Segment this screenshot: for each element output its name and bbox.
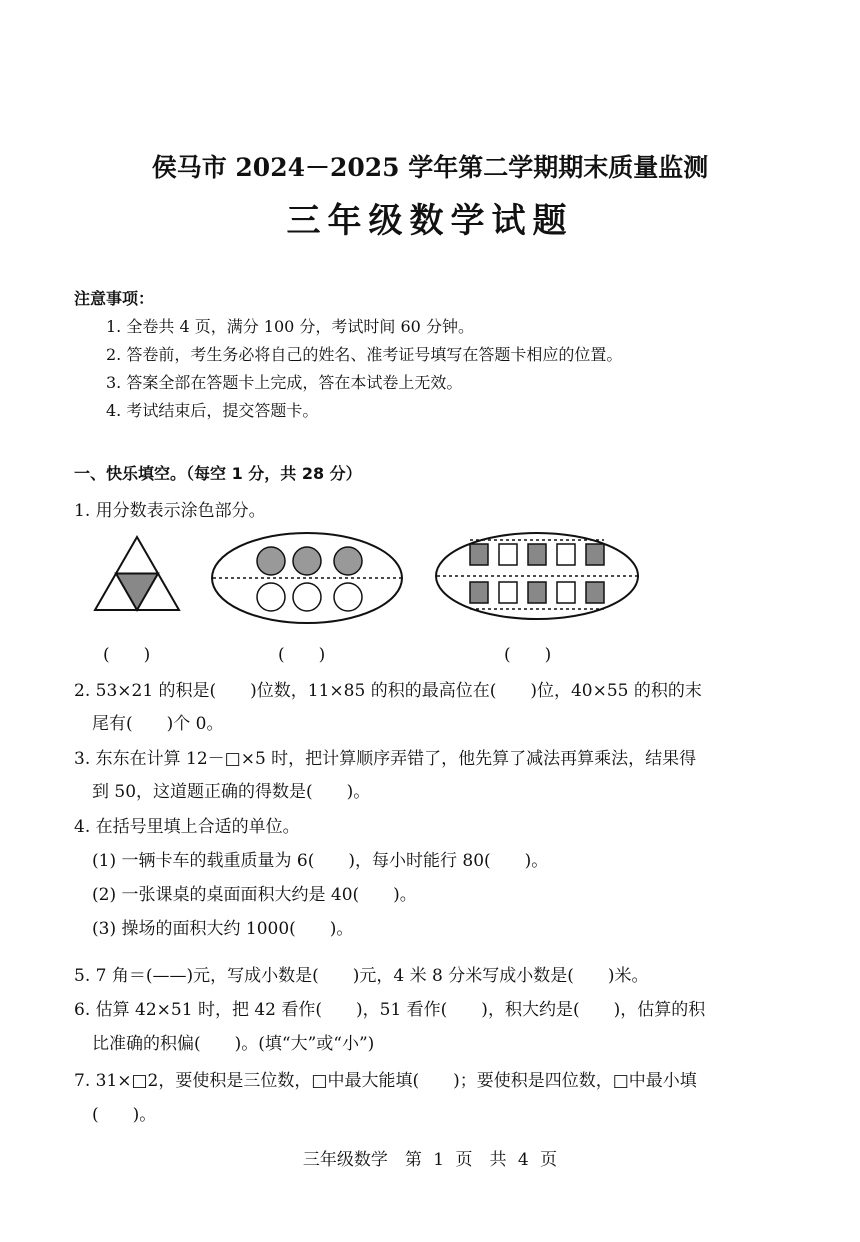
question-3-line-1: 3. 东东在计算 12－□×5 时，把计算顺序弄错了，他先算了减法再算乘法，结果得 <box>74 749 697 769</box>
ellipse-squares-figure <box>436 533 638 619</box>
empty-circle <box>334 583 362 611</box>
question-4-item-3: (3) 操场的面积大约 1000( )。 <box>92 919 354 939</box>
empty-square <box>499 544 517 565</box>
question-4: 4. 在括号里填上合适的单位。 <box>74 817 300 837</box>
empty-square <box>557 582 575 603</box>
question-7-line-2: ( )。 <box>92 1105 157 1125</box>
question-6-line-2: 比准确的积偏( )。(填“大”或“小”) <box>92 1034 375 1054</box>
shaded-circle <box>334 547 362 575</box>
empty-circle <box>293 583 321 611</box>
question-3-line-2: 到 50，这道题正确的得数是( )。 <box>92 782 371 802</box>
notice-item-4: 4. 考试结束后，提交答题卡。 <box>106 401 319 420</box>
notice-heading: 注意事项： <box>74 289 155 308</box>
exam-subtitle: 三年级数学试题 <box>286 201 574 241</box>
shaded-circle <box>257 547 285 575</box>
shaded-circle <box>293 547 321 575</box>
triangle-figure <box>95 537 179 610</box>
exam-title: 侯马市 2024－2025 学年第二学期期末质量监测 <box>151 153 709 182</box>
question-2-line-2: 尾有( )个 0。 <box>92 714 224 734</box>
ellipse-circles-figure <box>212 533 402 623</box>
shaded-square <box>470 544 488 565</box>
question-2-line-1: 2. 53×21 的积是( )位数，11×85 的积的最高位在( )位，40×55 的积的末 <box>74 681 702 701</box>
page-footer: 三年级数学 第 1 页 共 4 页 <box>302 1150 558 1170</box>
notice-item-1: 1. 全卷共 4 页，满分 100 分，考试时间 60 分钟。 <box>106 317 474 336</box>
question-1: 1. 用分数表示涂色部分。 <box>74 501 266 521</box>
shaded-square <box>470 582 488 603</box>
shaded-square <box>528 544 546 565</box>
question-5: 5. 7 角＝(——)元，写成小数是( )元，4 米 8 分米写成小数是( )米。 <box>74 966 649 986</box>
question-4-item-1: (1) 一辆卡车的载重质量为 6( )，每小时能行 80( )。 <box>92 851 549 871</box>
answer-blank-1: ( ) <box>103 645 151 665</box>
answer-blank-2: ( ) <box>278 645 326 665</box>
question-4-item-2: (2) 一张课桌的桌面面积大约是 40( )。 <box>92 885 417 905</box>
question-6-line-1: 6. 估算 42×51 时，把 42 看作( )，51 看作( )，积大约是( )，估算的积 <box>74 1000 706 1020</box>
question-7-line-1: 7. 31×□2，要使积是三位数，□中最大能填( )；要使积是四位数，□中最小填 <box>74 1071 697 1091</box>
empty-square <box>557 544 575 565</box>
shaded-square <box>586 544 604 565</box>
empty-circle <box>257 583 285 611</box>
empty-square <box>499 582 517 603</box>
notice-item-3: 3. 答案全部在答题卡上完成，答在本试卷上无效。 <box>106 373 463 392</box>
shaded-square <box>528 582 546 603</box>
section-heading: 一、快乐填空。（每空 1 分，共 28 分） <box>74 464 362 483</box>
answer-blank-3: ( ) <box>504 645 552 665</box>
notice-item-2: 2. 答卷前，考生务必将自己的姓名、准考证号填写在答题卡相应的位置。 <box>106 345 623 364</box>
shaded-square <box>586 582 604 603</box>
